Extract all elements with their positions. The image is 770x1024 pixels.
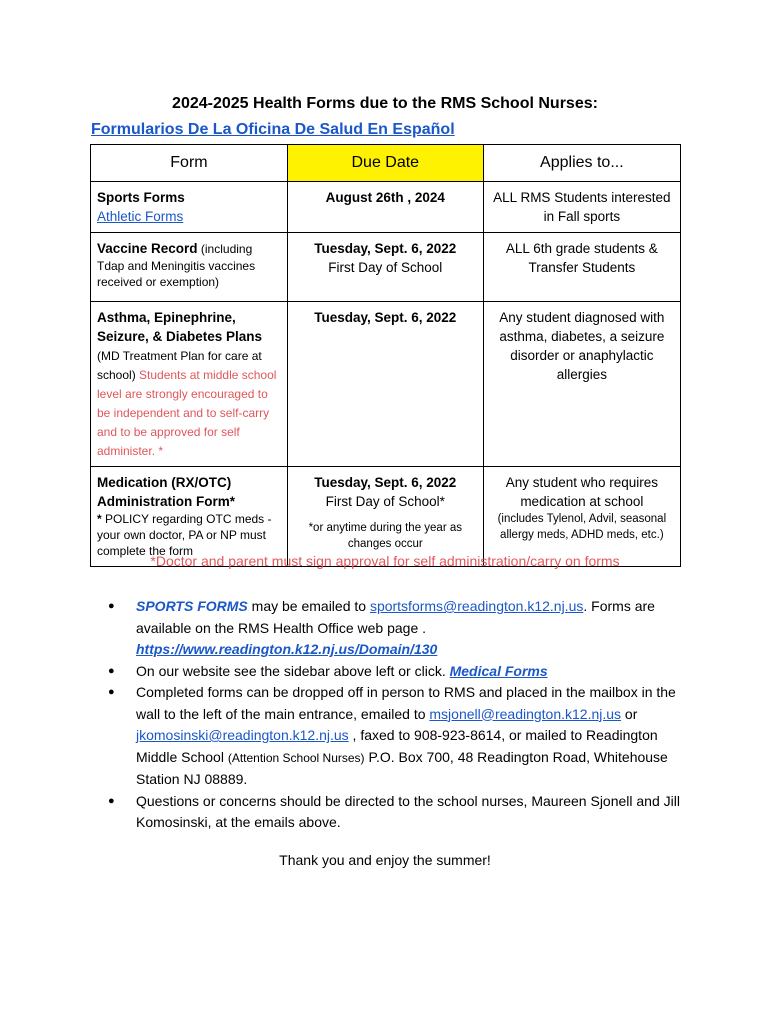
text-segment: or <box>621 705 638 722</box>
form-note: (MD Treatment Plan for care at school) <box>97 349 262 382</box>
form-cell <box>91 233 288 302</box>
info-bullet-list <box>108 596 688 834</box>
header-due-date: Due Date <box>287 145 483 182</box>
applies-note: (includes Tylenol, Advil, seasonal allergy meds, ADHD meds, etc.) <box>497 513 667 541</box>
due-cell <box>287 467 483 567</box>
due-cell <box>287 302 483 467</box>
table-row <box>91 233 681 302</box>
text-segment: (Attention School Nurses) <box>227 750 365 765</box>
jkomosinski-email-link[interactable]: jkomosinski@readington.k12.nj.us <box>136 727 349 743</box>
form-paren: (including <box>197 242 253 256</box>
header-form: Form <box>91 145 288 182</box>
text-segment: Questions or concerns should be directed to the school nurses, Maureen Sjonell and Jill Komosinski, at the emails above. <box>136 792 680 830</box>
due-date: Tuesday, Sept. 6, 2022 <box>314 310 457 325</box>
spanish-forms-link[interactable]: Formularios De La Oficina De Salud En Español <box>91 121 455 138</box>
text-segment: , faxed to 908-923-8614, or mailed to Readington Middle School <box>136 727 658 765</box>
bullet-icon: ● <box>108 686 115 698</box>
applies-cell <box>483 467 680 567</box>
bullet-icon: ● <box>108 664 115 677</box>
closing-message: Thank you and enjoy the summer! <box>279 852 491 868</box>
sportsforms-email-link[interactable]: sportsforms@readington.k12.nj.us <box>369 598 584 614</box>
due-sub: First Day of School <box>328 260 443 275</box>
medical-forms-link[interactable]: Medical Forms <box>449 662 548 679</box>
form-note: POLICY regarding OTC meds - your own doctor, PA or NP must complete the form <box>97 512 272 558</box>
doctor-note: *Doctor and parent must sign approval for self administration/carry on forms <box>150 553 620 569</box>
table-row <box>91 182 681 233</box>
text-segment: may be emailed to <box>247 598 370 614</box>
sports-forms-label: SPORTS FORMS <box>136 598 248 614</box>
table-row <box>91 302 681 467</box>
bullet-icon: ● <box>108 794 115 807</box>
form-title: Vaccine Record <box>97 241 198 256</box>
form-cell <box>91 302 288 467</box>
bullet-icon: ● <box>108 600 115 612</box>
form-title: Asthma, Epinephrine, Seizure, & Diabetes Plans <box>97 310 263 344</box>
text-segment: . Forms are available on the RMS Health Office web page . <box>136 598 655 636</box>
page-title: 2024-2025 Health Forms due to the RMS School Nurses: <box>172 95 598 112</box>
form-note: Tdap and Meningitis vaccines received or exemption) <box>97 259 256 289</box>
form-cell <box>91 182 288 233</box>
form-note-star: * <box>97 512 102 526</box>
text-segment: P.O. Box 700, 48 Readington Road, Whitehouse Station NJ 08889. <box>136 748 668 787</box>
form-title: Medication (RX/OTC) Administration Form* <box>97 475 236 509</box>
msjonell-email-link[interactable]: msjonell@readington.k12.nj.us <box>429 705 622 722</box>
applies-cell <box>483 182 680 233</box>
due-date: August 26th , 2024 <box>325 190 445 205</box>
applies-text: ALL RMS Students interested in Fall sports <box>493 190 671 224</box>
list-item <box>108 682 688 791</box>
due-date: Tuesday, Sept. 6, 2022 <box>314 241 457 256</box>
list-item <box>108 791 688 834</box>
applies-cell <box>483 233 680 302</box>
text-segment: Completed forms can be dropped off in person to RMS and placed in the mailbox in the wall to the left of the main entrance, emailed to <box>136 684 676 722</box>
form-cell <box>91 467 288 567</box>
table-row <box>91 467 681 567</box>
health-office-url-link[interactable]: https://www.readington.k12.nj.us/Domain/130 <box>136 641 438 657</box>
text-segment: On our website see the sidebar above left or click. <box>136 662 450 679</box>
health-forms-table <box>90 144 681 567</box>
list-item <box>108 661 688 683</box>
form-title: Sports Forms <box>97 190 185 205</box>
applies-text: Any student who requires medication at school <box>505 475 659 509</box>
header-applies-to: Applies to... <box>483 145 680 182</box>
due-date: Tuesday, Sept. 6, 2022 <box>314 475 457 490</box>
table-header-row <box>91 145 681 182</box>
applies-text: Any student diagnosed with asthma, diabetes, a seizure disorder or anaphylactic allergies <box>499 310 665 382</box>
applies-text: ALL 6th grade students & Transfer Students <box>505 241 658 275</box>
due-cell <box>287 233 483 302</box>
list-item <box>108 596 688 661</box>
form-red-note: Students at middle school level are strongly encouraged to be independent and to self-carry and to be approved for self administer. * <box>97 368 277 458</box>
due-note: *or anytime during the year as changes occur <box>308 522 462 550</box>
due-sub: First Day of School* <box>325 494 445 509</box>
due-cell <box>287 182 483 233</box>
athletic-forms-link[interactable]: Athletic Forms <box>97 209 184 224</box>
applies-cell <box>483 302 680 467</box>
